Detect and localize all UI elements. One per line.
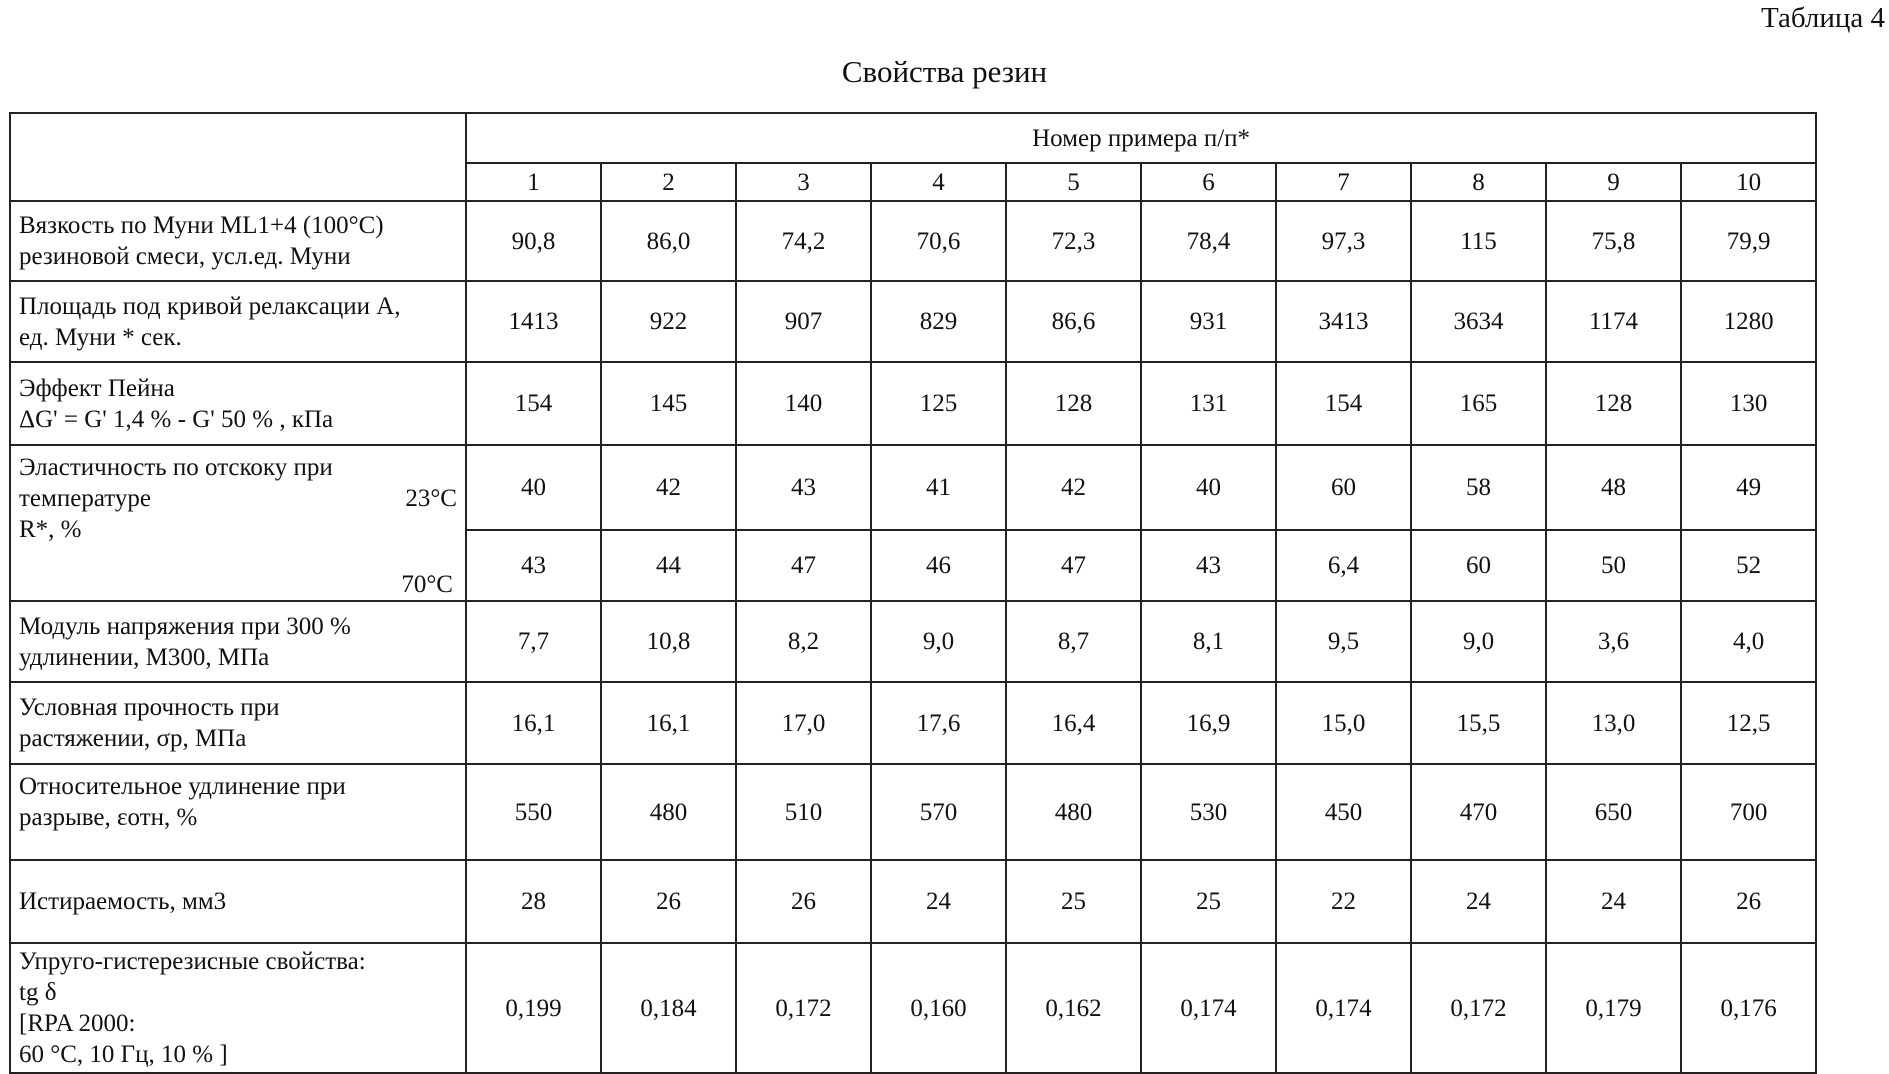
table-cell: 60 — [1276, 445, 1411, 530]
table-cell: 829 — [871, 281, 1006, 362]
table-cell: 700 — [1681, 764, 1816, 860]
table-cell: 1174 — [1546, 281, 1681, 362]
table-cell: 16,9 — [1141, 682, 1276, 764]
table-cell: 9,0 — [1411, 601, 1546, 682]
table-cell: 6,4 — [1276, 530, 1411, 601]
table-cell: 16,4 — [1006, 682, 1141, 764]
label-line: Условная прочность при — [19, 694, 280, 721]
table-cell: 480 — [1006, 764, 1141, 860]
table-cell: 1413 — [466, 281, 601, 362]
row-label — [10, 764, 466, 860]
table-cell: 16,1 — [466, 682, 601, 764]
table-cell: 570 — [871, 764, 1006, 860]
header-row-group — [10, 113, 1816, 163]
column-header: 5 — [1006, 163, 1141, 201]
label-line: удлинении, M300, МПа — [19, 643, 270, 671]
table-cell: 52 — [1681, 530, 1816, 601]
label-line: растяжении, σр, МПа — [19, 725, 247, 752]
table-cell: 1280 — [1681, 281, 1816, 362]
table-cell: 9,0 — [871, 601, 1006, 682]
table-number: Таблица 4 — [1760, 2, 1885, 34]
table-cell: 86,0 — [601, 201, 736, 281]
table-cell: 125 — [871, 362, 1006, 445]
table-cell: 90,8 — [466, 201, 601, 281]
label-line: Эластичность по отскоку при — [19, 454, 333, 481]
table-cell: 154 — [1276, 362, 1411, 445]
table-cell: 8,1 — [1141, 601, 1276, 682]
table-cell: 43 — [736, 445, 871, 530]
table-cell: 43 — [466, 530, 601, 601]
table-cell: 50 — [1546, 530, 1681, 601]
label-line: 60 °C, 10 Гц, 10 % ] — [19, 1041, 228, 1068]
table-row — [10, 362, 1816, 445]
table-cell: 128 — [1006, 362, 1141, 445]
table-cell: 510 — [736, 764, 871, 860]
table-cell: 72,3 — [1006, 201, 1141, 281]
table-cell: 97,3 — [1276, 201, 1411, 281]
temperature-23-label: 23°C — [405, 485, 457, 512]
table-cell: 0,184 — [601, 943, 736, 1073]
table-cell: 10,8 — [601, 601, 736, 682]
label-line: температуре — [19, 485, 151, 512]
table-cell: 470 — [1411, 764, 1546, 860]
table-cell: 3413 — [1276, 281, 1411, 362]
label-line: Истираемость, мм3 — [19, 888, 227, 915]
label-line: R*, % — [19, 516, 82, 543]
column-header: 7 — [1276, 163, 1411, 201]
table-cell: 16,1 — [601, 682, 736, 764]
table-cell: 9,5 — [1276, 601, 1411, 682]
table-cell: 24 — [871, 860, 1006, 943]
table-cell: 25 — [1006, 860, 1141, 943]
row-label — [10, 860, 466, 943]
table-cell: 28 — [466, 860, 601, 943]
table-cell: 74,2 — [736, 201, 871, 281]
column-header: 4 — [871, 163, 1006, 201]
table-cell: 115 — [1411, 201, 1546, 281]
column-header: 9 — [1546, 163, 1681, 201]
row-label — [10, 362, 466, 445]
table-cell: 43 — [1141, 530, 1276, 601]
table-cell: 8,7 — [1006, 601, 1141, 682]
label-line: Площадь под кривой релаксации А, — [19, 292, 401, 320]
table-cell: 47 — [1006, 530, 1141, 601]
table-row — [10, 682, 1816, 764]
table-cell: 46 — [871, 530, 1006, 601]
table-cell: 4,0 — [1681, 601, 1816, 682]
table-cell: 26 — [736, 860, 871, 943]
label-line: Эффект Пейна — [19, 374, 175, 402]
table-row — [10, 764, 1816, 860]
table-cell: 480 — [601, 764, 736, 860]
table-cell: 907 — [736, 281, 871, 362]
properties-table — [9, 112, 1817, 1074]
header-corner-cell — [10, 113, 466, 201]
temperature-70-label: 70°C — [401, 571, 453, 598]
table-cell: 650 — [1546, 764, 1681, 860]
label-line: Вязкость по Муни ML1+4 (100°C) — [19, 212, 384, 239]
table-row — [10, 860, 1816, 943]
table-cell: 75,8 — [1546, 201, 1681, 281]
table-cell: 0,176 — [1681, 943, 1816, 1073]
label-line: ΔG' = G' 1,4 % - G' 50 % , кПа — [19, 405, 334, 433]
label-line: [RPA 2000: — [19, 1010, 136, 1037]
table-row — [10, 601, 1816, 682]
table-cell: 550 — [466, 764, 601, 860]
table-cell: 145 — [601, 362, 736, 445]
table-cell: 3634 — [1411, 281, 1546, 362]
table-cell: 24 — [1411, 860, 1546, 943]
row-label — [10, 943, 466, 1073]
table-cell: 0,174 — [1141, 943, 1276, 1073]
table-cell: 41 — [871, 445, 1006, 530]
row-label — [10, 445, 466, 601]
label-line: Относительное удлинение при — [19, 773, 346, 800]
table-cell: 15,5 — [1411, 682, 1546, 764]
label-line: резиновой смеси, усл.ед. Муни — [19, 243, 351, 270]
table-cell: 0,172 — [736, 943, 871, 1073]
label-line: Упруго-гистерезисные свойства: — [19, 948, 366, 975]
table-cell: 47 — [736, 530, 871, 601]
table-cell: 0,172 — [1411, 943, 1546, 1073]
table-cell: 140 — [736, 362, 871, 445]
table-cell: 26 — [601, 860, 736, 943]
label-line: ед. Муни * сек. — [19, 323, 182, 351]
column-header: 8 — [1411, 163, 1546, 201]
table-cell: 17,0 — [736, 682, 871, 764]
table-cell: 165 — [1411, 362, 1546, 445]
table-row — [10, 943, 1816, 1073]
table-row — [10, 445, 1816, 530]
row-label — [10, 281, 466, 362]
table-cell: 530 — [1141, 764, 1276, 860]
table-cell: 86,6 — [1006, 281, 1141, 362]
column-header: 3 — [736, 163, 871, 201]
table-cell: 0,160 — [871, 943, 1006, 1073]
column-header: 6 — [1141, 163, 1276, 201]
label-line: Модуль напряжения при 300 % — [19, 612, 351, 640]
table-cell: 931 — [1141, 281, 1276, 362]
table-cell: 3,6 — [1546, 601, 1681, 682]
table-cell: 48 — [1546, 445, 1681, 530]
table-cell: 922 — [601, 281, 736, 362]
table-cell: 25 — [1141, 860, 1276, 943]
table-cell: 22 — [1276, 860, 1411, 943]
column-header: 10 — [1681, 163, 1816, 201]
table-cell: 49 — [1681, 445, 1816, 530]
table-cell: 15,0 — [1276, 682, 1411, 764]
table-cell: 131 — [1141, 362, 1276, 445]
table-cell: 42 — [1006, 445, 1141, 530]
row-label — [10, 201, 466, 281]
table-cell: 78,4 — [1141, 201, 1276, 281]
table-cell: 40 — [1141, 445, 1276, 530]
table-cell: 58 — [1411, 445, 1546, 530]
table-cell: 12,5 — [1681, 682, 1816, 764]
table-cell: 7,7 — [466, 601, 601, 682]
table-cell: 450 — [1276, 764, 1411, 860]
table-cell: 70,6 — [871, 201, 1006, 281]
table-cell: 0,162 — [1006, 943, 1141, 1073]
table-cell: 0,179 — [1546, 943, 1681, 1073]
table-row — [10, 201, 1816, 281]
table-cell: 24 — [1546, 860, 1681, 943]
table-cell: 42 — [601, 445, 736, 530]
table-cell: 128 — [1546, 362, 1681, 445]
table-cell: 17,6 — [871, 682, 1006, 764]
label-line: разрыве, εотн, % — [19, 804, 198, 831]
label-line: tg δ — [19, 979, 57, 1006]
table-cell: 130 — [1681, 362, 1816, 445]
row-label — [10, 601, 466, 682]
table-cell: 0,199 — [466, 943, 601, 1073]
row-label — [10, 682, 466, 764]
column-header: 2 — [601, 163, 736, 201]
table-cell: 8,2 — [736, 601, 871, 682]
table-cell: 13,0 — [1546, 682, 1681, 764]
table-cell: 26 — [1681, 860, 1816, 943]
table-cell: 40 — [466, 445, 601, 530]
table-row — [10, 281, 1816, 362]
table-cell: 154 — [466, 362, 601, 445]
table-cell: 0,174 — [1276, 943, 1411, 1073]
table-title: Свойства резин — [841, 54, 1048, 89]
column-header: 1 — [466, 163, 601, 201]
column-group-header: Номер примера п/п* — [466, 113, 1816, 163]
table-cell: 44 — [601, 530, 736, 601]
table-cell: 79,9 — [1681, 201, 1816, 281]
table-cell: 60 — [1411, 530, 1546, 601]
